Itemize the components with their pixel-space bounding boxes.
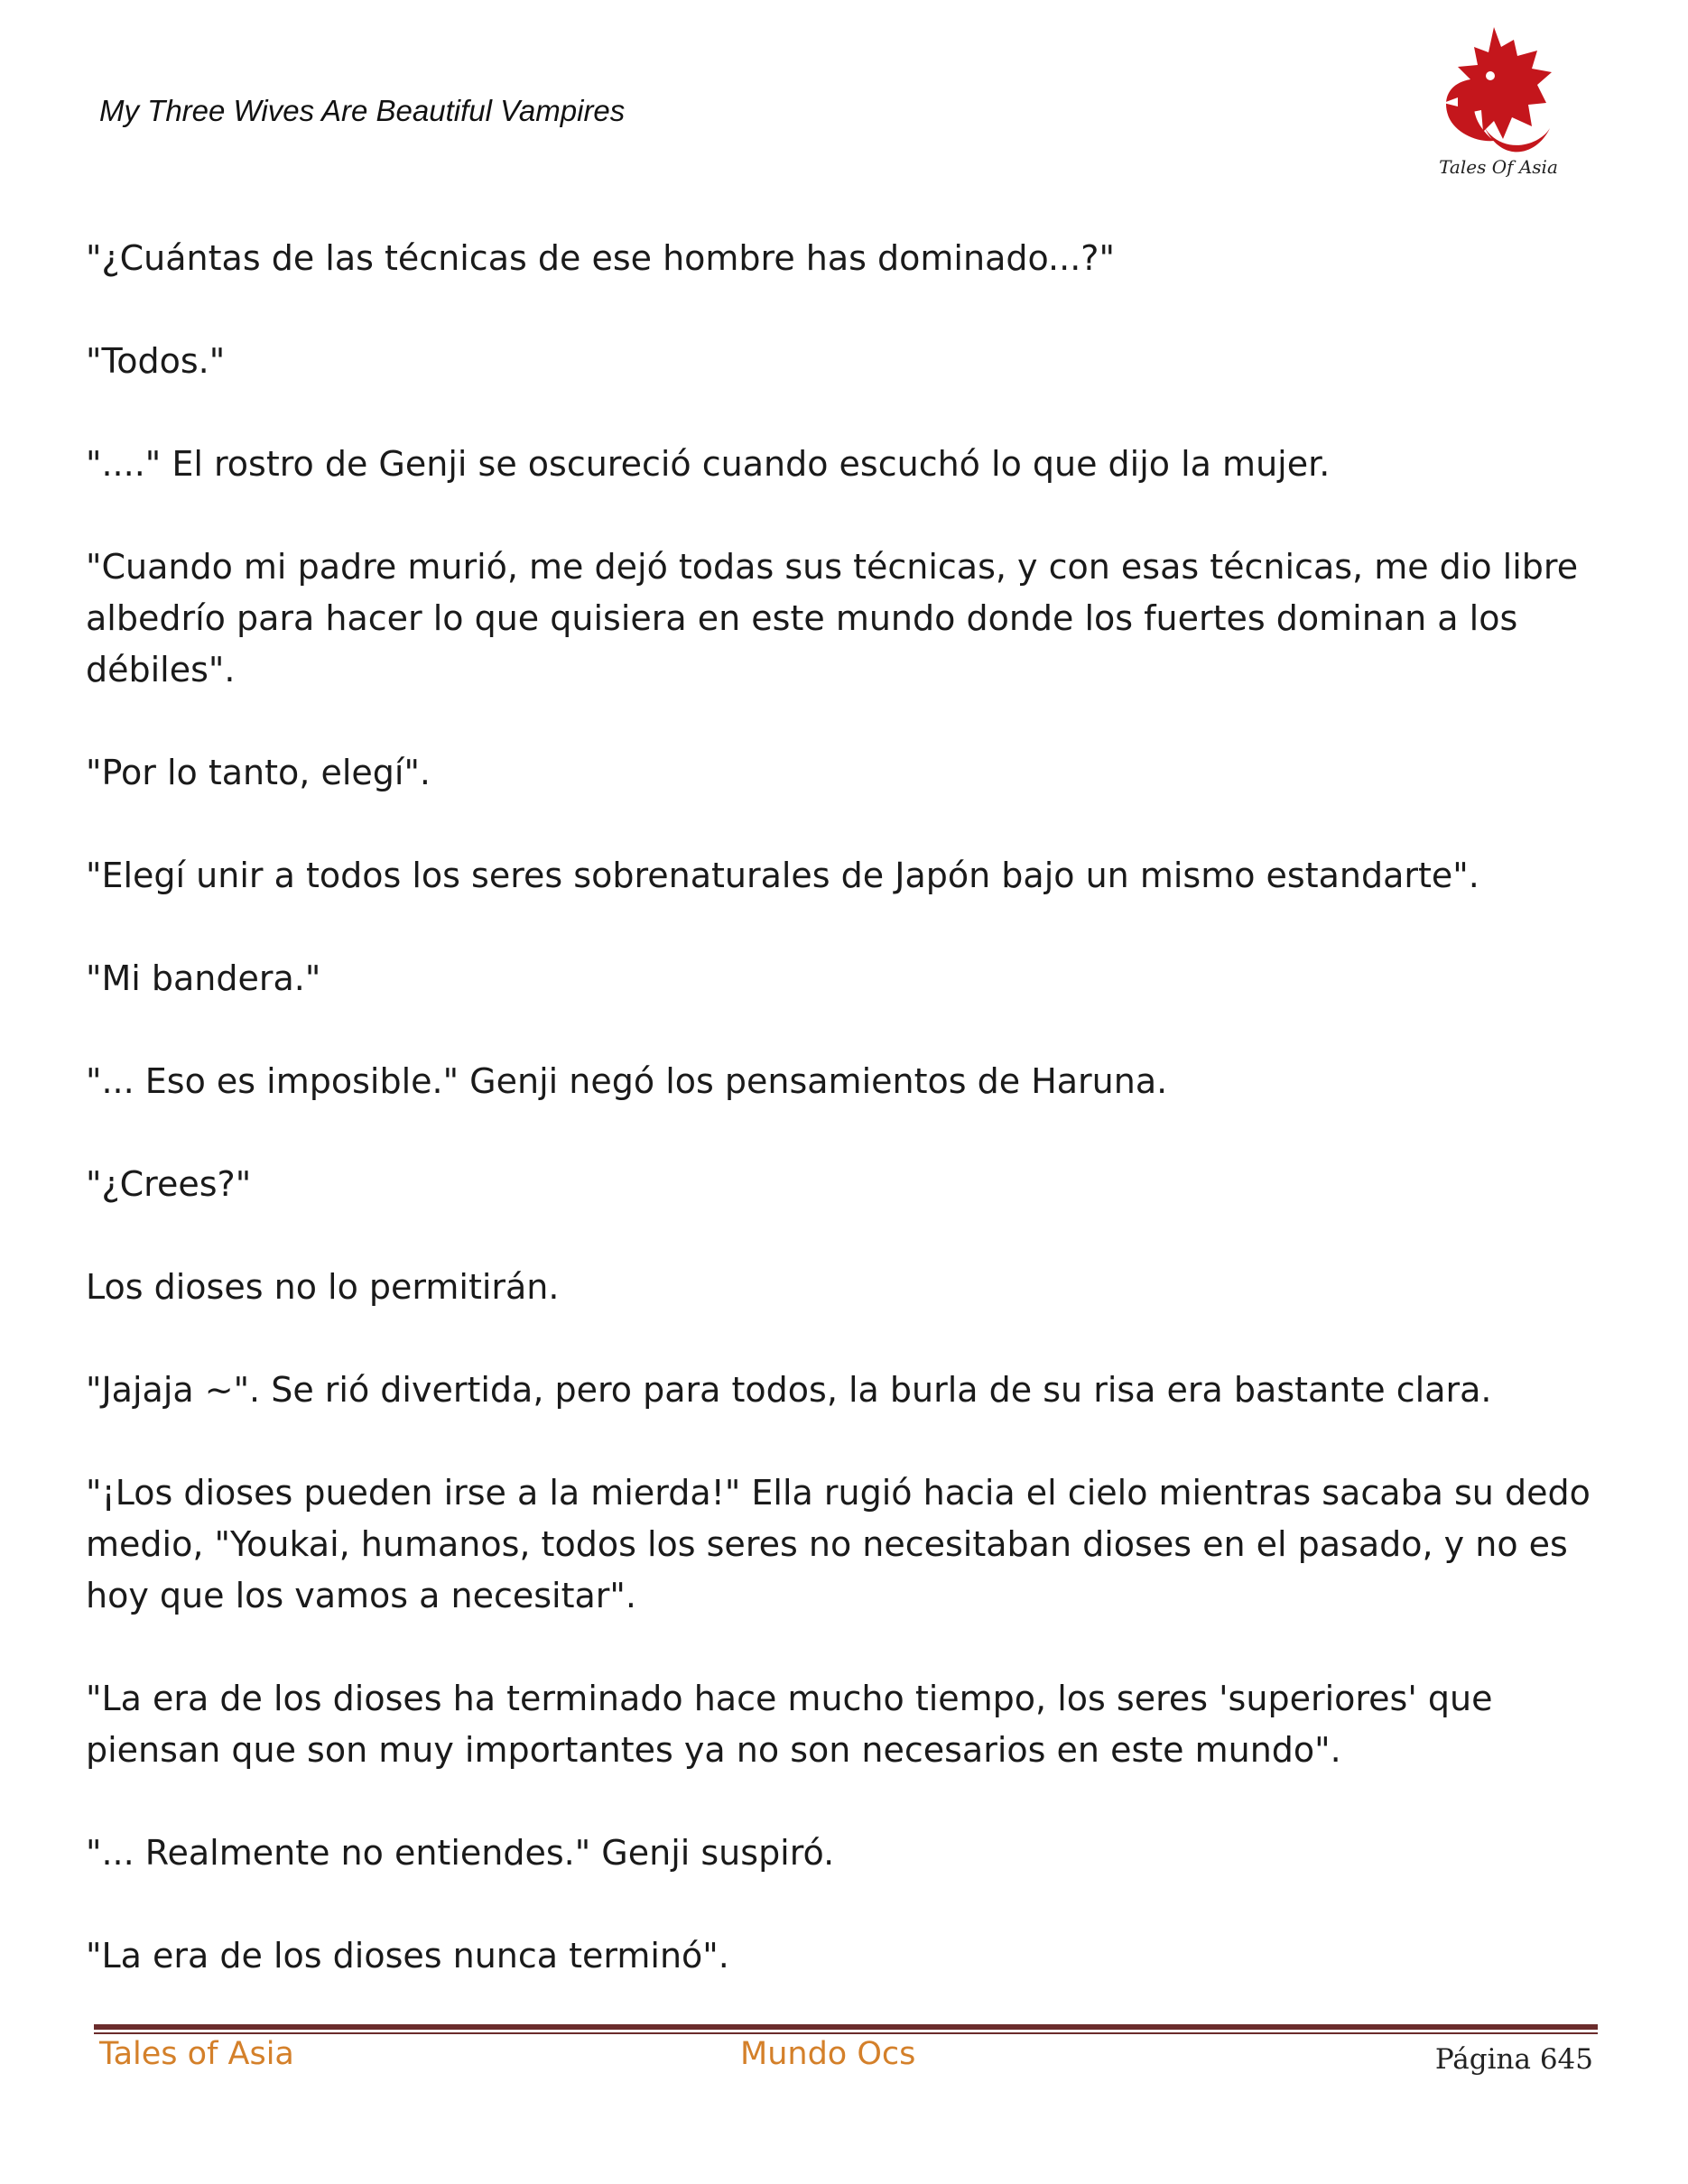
- logo-text: Tales Of Asia: [1439, 156, 1558, 178]
- paragraph: "¿Crees?": [86, 1164, 252, 1204]
- red-dragon-logo-icon: [1431, 20, 1566, 182]
- paragraph: "La era de los dioses ha terminado hace mucho tiempo, los seres 'superiores' que piensan que son muy importantes ya no son necesarios en este mundo".: [86, 1679, 1493, 1770]
- paragraph: "Por lo tanto, elegí".: [86, 753, 431, 792]
- paragraph: "...." El rostro de Genji se oscureció cuando escuchó lo que dijo la mujer.: [86, 444, 1331, 484]
- footer-section-name: Mundo Ocs: [740, 2036, 916, 2072]
- footer-divider-thick: [94, 2024, 1598, 2030]
- paragraph: "Jajaja ~". Se rió divertida, pero para todos, la burla de su risa era bastante clara.: [86, 1370, 1492, 1410]
- paragraph: Los dioses no lo permitirán.: [86, 1267, 560, 1307]
- footer-divider-thin: [94, 2032, 1598, 2034]
- paragraph: "... Eso es imposible." Genji negó los pensamientos de Haruna.: [86, 1061, 1168, 1101]
- paragraph: "Mi bandera.": [86, 958, 321, 998]
- page-number: Página 645: [1434, 2043, 1593, 2076]
- tales-of-asia-logo: [1431, 20, 1566, 182]
- paragraph: "Cuando mi padre murió, me dejó todas sus técnicas, y con esas técnicas, me dio libre albedrío para hacer lo que quisiera en este mundo donde los fuertes dominan a los débiles".: [86, 547, 1579, 689]
- paragraph: "Elegí unir a todos los seres sobrenaturales de Japón bajo un mismo estandarte".: [86, 856, 1479, 895]
- paragraph: "Todos.": [86, 341, 226, 381]
- paragraph: "¿Cuántas de las técnicas de ese hombre has dominado...?": [86, 238, 1115, 278]
- paragraph: "La era de los dioses nunca terminó".: [86, 1936, 729, 1976]
- paragraph: "... Realmente no entiendes." Genji suspiró.: [86, 1833, 835, 1873]
- body-text: [86, 233, 1611, 2033]
- paragraph: "¡Los dioses pueden irse a la mierda!" Ella rugió hacia el cielo mientras sacaba su dedo medio, "Youkai, humanos, todos los seres no necesitaban dioses en el pasado, y no es hoy que los vamos a necesitar".: [86, 1473, 1591, 1615]
- footer-site-name: Tales of Asia: [99, 2036, 294, 2072]
- book-title: My Three Wives Are Beautiful Vampires: [99, 94, 626, 127]
